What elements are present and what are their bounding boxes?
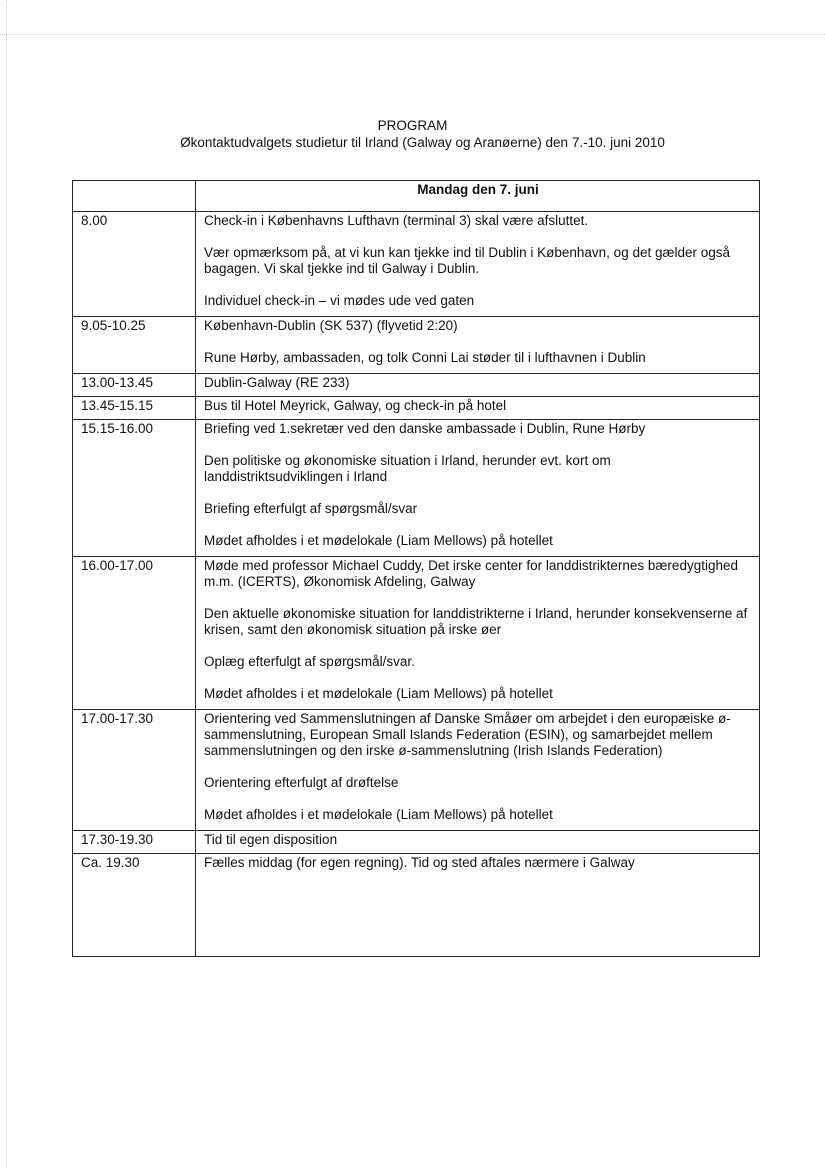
schedule-row xyxy=(73,710,760,831)
schedule-row xyxy=(73,374,760,397)
schedule-activity xyxy=(196,374,760,397)
activity-text: Briefing ved 1.sekretær ved den danske ambassade i Dublin, Rune Hørby xyxy=(204,421,646,436)
schedule-time: 16.00-17.00 xyxy=(73,557,196,710)
schedule-row xyxy=(73,831,760,854)
schedule-table xyxy=(72,180,760,957)
activity-text: Check-in i Københavns Lufthavn (terminal 3) skal være afsluttet. xyxy=(204,213,589,228)
activity-text: Fælles middag (for egen regning). Tid og sted aftales nærmere i Galway xyxy=(204,855,635,870)
schedule-row xyxy=(73,557,760,710)
schedule-row xyxy=(73,420,760,557)
activity-text: Mødet afholdes i et mødelokale (Liam Mellows) på hotellet xyxy=(204,686,553,701)
activity-text: Bus til Hotel Meyrick, Galway, og check-in på hotel xyxy=(204,398,507,413)
activity-text: Den politiske og økonomiske situation i Irland, herunder evt. kort om landdistriktsudviklingen i Irland xyxy=(204,453,611,484)
document-header xyxy=(0,117,825,151)
activity-text: Oplæg efterfulgt af spørgsmål/svar. xyxy=(204,654,415,669)
activity-text: Mødet afholdes i et mødelokale (Liam Mellows) på hotellet xyxy=(204,533,553,548)
schedule-activity xyxy=(196,212,760,317)
activity-text: Mødet afholdes i et mødelokale (Liam Mellows) på hotellet xyxy=(204,807,553,822)
activity-text: Dublin-Galway (RE 233) xyxy=(204,375,350,390)
schedule-time: 17.00-17.30 xyxy=(73,710,196,831)
activity-text: Vær opmærksom på, at vi kun kan tjekke ind til Dublin i København, og det gælder også bagagen. Vi skal tjekke ind til Galway i Dublin. xyxy=(204,245,731,276)
schedule-activity xyxy=(196,420,760,557)
schedule-row xyxy=(73,212,760,317)
activity-text: Den aktuelle økonomiske situation for landdistrikterne i Irland, herunder konsekvenserne af krisen, samt den økonomisk situation på irske øer xyxy=(204,606,748,637)
schedule-time: 17.30-19.30 xyxy=(73,831,196,854)
schedule-time: 13.00-13.45 xyxy=(73,374,196,397)
schedule-time: 9.05-10.25 xyxy=(73,317,196,374)
activity-text: Rune Hørby, ambassaden, og tolk Conni Lai støder til i lufthavnen i Dublin xyxy=(204,350,646,365)
schedule-row xyxy=(73,397,760,420)
activity-text: København-Dublin (SK 537) (flyvetid 2:20) xyxy=(204,318,458,333)
activity-text: Orientering efterfulgt af drøftelse xyxy=(204,775,399,790)
schedule-activity xyxy=(196,710,760,831)
document-title: PROGRAM xyxy=(377,118,448,133)
schedule-time: 8.00 xyxy=(73,212,196,317)
schedule-time: 13.45-15.15 xyxy=(73,397,196,420)
schedule-header-row xyxy=(73,181,760,212)
schedule-row xyxy=(73,854,760,957)
schedule-activity xyxy=(196,831,760,854)
schedule-activity xyxy=(196,397,760,420)
schedule-activity xyxy=(196,317,760,374)
schedule-activity xyxy=(196,557,760,710)
schedule-activity xyxy=(196,854,760,957)
document-subtitle: Økontaktudvalgets studietur til Irland (Galway og Aranøerne) den 7.-10. juni 2010 xyxy=(180,135,665,150)
schedule-time: Ca. 19.30 xyxy=(73,854,196,957)
schedule-time: 15.15-16.00 xyxy=(73,420,196,557)
scan-edge-top xyxy=(0,34,825,35)
activity-text: Orientering ved Sammenslutningen af Danske Småøer om arbejdet i den europæiske ø-sammenslutning, European Small Islands Federation (ESIN), og samarbejdet mellem sammenslutningen og den irske ø-sammenslutning (Irish Islands Federation) xyxy=(204,711,731,758)
activity-text: Møde med professor Michael Cuddy, Det irske center for landdistrikternes bæredygtighed m.m. (ICERTS), Økonomisk Afdeling, Galway xyxy=(204,558,738,589)
header-time-cell xyxy=(73,181,196,212)
activity-text: Briefing efterfulgt af spørgsmål/svar xyxy=(204,501,418,516)
activity-text: Individuel check-in – vi mødes ude ved gaten xyxy=(204,293,475,308)
scan-edge-left xyxy=(6,0,7,1168)
schedule-row xyxy=(73,317,760,374)
day-heading: Mandag den 7. juni xyxy=(196,181,760,212)
activity-text: Tid til egen disposition xyxy=(204,832,338,847)
schedule-body xyxy=(73,212,760,957)
